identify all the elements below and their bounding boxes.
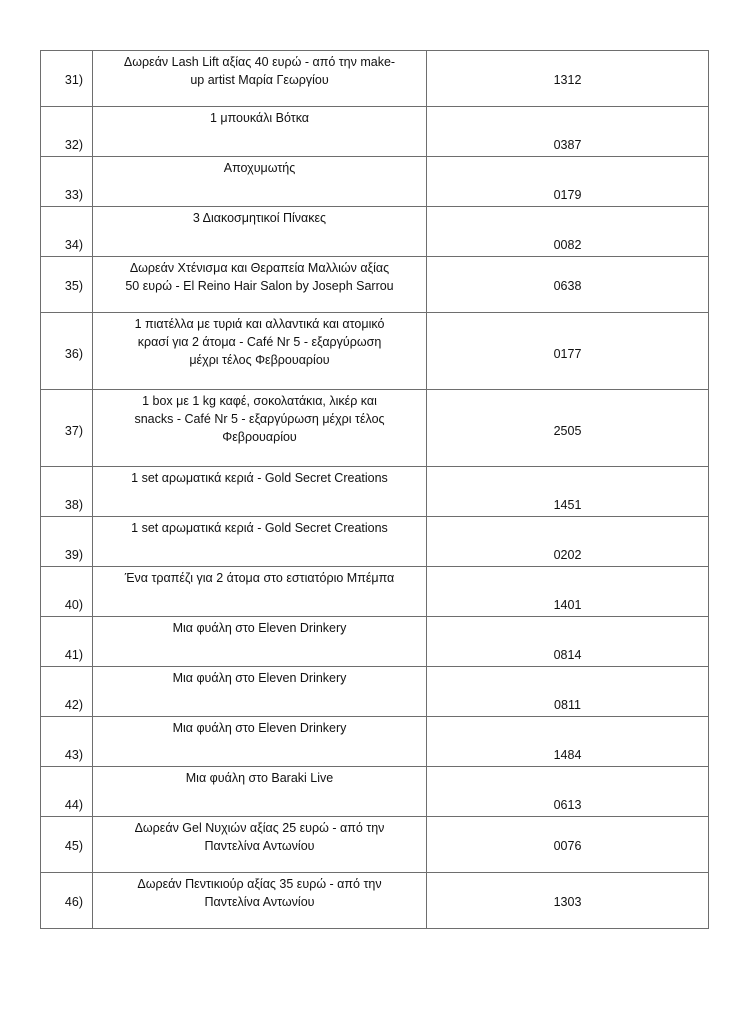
table-row xyxy=(41,617,709,667)
row-number: 32) xyxy=(64,138,83,152)
prize-description-line: Παντελίνα Αντωνίου xyxy=(204,839,315,853)
ticket-code: 1303 xyxy=(553,895,582,909)
ticket-code: 0387 xyxy=(553,138,582,152)
ticket-code-cell xyxy=(427,51,709,107)
row-number-cell xyxy=(41,51,93,107)
ticket-code: 2505 xyxy=(553,424,582,438)
row-number-cell xyxy=(41,207,93,257)
row-number-cell xyxy=(41,817,93,873)
row-number-cell xyxy=(41,390,93,467)
ticket-code: 1401 xyxy=(553,598,582,612)
ticket-code-cell xyxy=(427,313,709,390)
ticket-code-cell xyxy=(427,257,709,313)
prize-description-line: Αποχυμωτής xyxy=(223,161,296,175)
table-row xyxy=(41,767,709,817)
ticket-code: 0202 xyxy=(553,548,582,562)
prize-description-line: Δωρεάν Χτένισμα και Θεραπεία Μαλλιών αξίας xyxy=(129,261,390,275)
row-number: 35) xyxy=(64,279,83,293)
prize-description-line: 50 ευρώ - El Reino Hair Salon by Joseph Sarrou xyxy=(125,279,394,293)
row-number: 44) xyxy=(64,798,83,812)
prize-description-cell xyxy=(93,817,427,873)
prize-description-line: up artist Μαρία Γεωργίου xyxy=(190,73,329,87)
ticket-code: 0076 xyxy=(553,839,582,853)
table-row xyxy=(41,817,709,873)
row-number-cell xyxy=(41,567,93,617)
table-row xyxy=(41,390,709,467)
prize-description-cell xyxy=(93,207,427,257)
ticket-code-cell xyxy=(427,157,709,207)
ticket-code-cell xyxy=(427,667,709,717)
row-number: 41) xyxy=(64,648,83,662)
ticket-code-cell xyxy=(427,467,709,517)
prize-description-cell xyxy=(93,257,427,313)
row-number-cell xyxy=(41,873,93,929)
ticket-code: 0179 xyxy=(553,188,582,202)
row-number: 40) xyxy=(64,598,83,612)
ticket-code-cell xyxy=(427,390,709,467)
prize-description-line: Παντελίνα Αντωνίου xyxy=(204,895,315,909)
prize-description-cell xyxy=(93,567,427,617)
table-row xyxy=(41,207,709,257)
prize-description-line: Μια φυάλη στο Eleven Drinkery xyxy=(172,721,347,735)
table-row xyxy=(41,107,709,157)
row-number: 39) xyxy=(64,548,83,562)
ticket-code-cell xyxy=(427,567,709,617)
ticket-code: 0814 xyxy=(553,648,582,662)
row-number: 34) xyxy=(64,238,83,252)
table-row xyxy=(41,667,709,717)
prize-description-line: κρασί για 2 άτομα - Café Nr 5 - εξαργύρωση xyxy=(137,335,382,349)
row-number-cell xyxy=(41,517,93,567)
ticket-code: 1451 xyxy=(553,498,582,512)
prize-table xyxy=(40,50,709,929)
ticket-code-cell xyxy=(427,717,709,767)
row-number: 42) xyxy=(64,698,83,712)
row-number-cell xyxy=(41,107,93,157)
row-number: 37) xyxy=(64,424,83,438)
prize-description-cell xyxy=(93,51,427,107)
table-row xyxy=(41,51,709,107)
prize-description-cell xyxy=(93,517,427,567)
prize-description-cell xyxy=(93,717,427,767)
prize-description-line: Μια φυάλη στο Baraki Live xyxy=(185,771,334,785)
ticket-code: 0177 xyxy=(553,347,582,361)
ticket-code-cell xyxy=(427,617,709,667)
ticket-code: 0082 xyxy=(553,238,582,252)
table-row xyxy=(41,157,709,207)
prize-description-line: Φεβρουαρίου xyxy=(222,430,297,444)
ticket-code-cell xyxy=(427,207,709,257)
row-number: 31) xyxy=(64,73,83,87)
prize-description-cell xyxy=(93,157,427,207)
prize-description-cell xyxy=(93,767,427,817)
prize-description-cell xyxy=(93,617,427,667)
row-number-cell xyxy=(41,617,93,667)
row-number-cell xyxy=(41,667,93,717)
table-row xyxy=(41,467,709,517)
row-number: 43) xyxy=(64,748,83,762)
ticket-code-cell xyxy=(427,107,709,157)
ticket-code-cell xyxy=(427,873,709,929)
prize-description-cell xyxy=(93,667,427,717)
row-number: 45) xyxy=(64,839,83,853)
row-number-cell xyxy=(41,157,93,207)
table-row xyxy=(41,517,709,567)
ticket-code: 0811 xyxy=(554,698,581,712)
prize-description-line: 1 μπουκάλι Βότκα xyxy=(209,111,310,125)
prize-description-line: Δωρεάν Πεντικιούρ αξίας 35 ευρώ - από την xyxy=(137,877,382,891)
table-row xyxy=(41,257,709,313)
prize-description-cell xyxy=(93,873,427,929)
prize-description-cell xyxy=(93,390,427,467)
prize-description-line: 3 Διακοσμητικοί Πίνακες xyxy=(192,211,327,225)
prize-description-line: Μια φυάλη στο Eleven Drinkery xyxy=(172,671,347,685)
table-row xyxy=(41,873,709,929)
prize-description-line: Μια φυάλη στο Eleven Drinkery xyxy=(172,621,347,635)
row-number: 38) xyxy=(64,498,83,512)
prize-description-line: μέχρι τέλος Φεβρουαρίου xyxy=(189,353,330,367)
ticket-code-cell xyxy=(427,767,709,817)
prize-description-line: 1 πιατέλλα με τυριά και αλλαντικά και ατομικό xyxy=(134,317,385,331)
row-number-cell xyxy=(41,767,93,817)
row-number-cell xyxy=(41,717,93,767)
prize-description-line: 1 box με 1 kg καφέ, σοκολατάκια, λικέρ και xyxy=(142,394,377,408)
prize-description-cell xyxy=(93,107,427,157)
table-row xyxy=(41,717,709,767)
row-number: 33) xyxy=(64,188,83,202)
table-row xyxy=(41,313,709,390)
row-number-cell xyxy=(41,257,93,313)
prize-description-line: 1 set αρωματικά κεριά - Gold Secret Creations xyxy=(131,471,388,485)
prize-description-cell xyxy=(93,467,427,517)
prize-description-line: Δωρεάν Lash Lift αξίας 40 ευρώ - από την make- xyxy=(123,55,396,69)
row-number-cell xyxy=(41,313,93,390)
table-row xyxy=(41,567,709,617)
ticket-code: 0638 xyxy=(553,279,582,293)
row-number-cell xyxy=(41,467,93,517)
ticket-code-cell xyxy=(427,517,709,567)
ticket-code: 1312 xyxy=(553,73,582,87)
ticket-code-cell xyxy=(427,817,709,873)
ticket-code: 1484 xyxy=(553,748,582,762)
row-number: 46) xyxy=(64,895,83,909)
prize-description-line: Δωρεάν Gel Νυχιών αξίας 25 ευρώ - από την xyxy=(134,821,385,835)
prize-description-cell xyxy=(93,313,427,390)
ticket-code: 0613 xyxy=(553,798,582,812)
prize-description-line: Ένα τραπέζι για 2 άτομα στο εστιατόριο Μπέμπα xyxy=(124,571,395,585)
prize-table-body xyxy=(41,51,709,929)
prize-description-line: snacks - Café Nr 5 - εξαργύρωση μέχρι τέλος xyxy=(134,412,385,426)
row-number: 36) xyxy=(64,347,83,361)
prize-description-line: 1 set αρωματικά κεριά - Gold Secret Creations xyxy=(131,521,388,535)
